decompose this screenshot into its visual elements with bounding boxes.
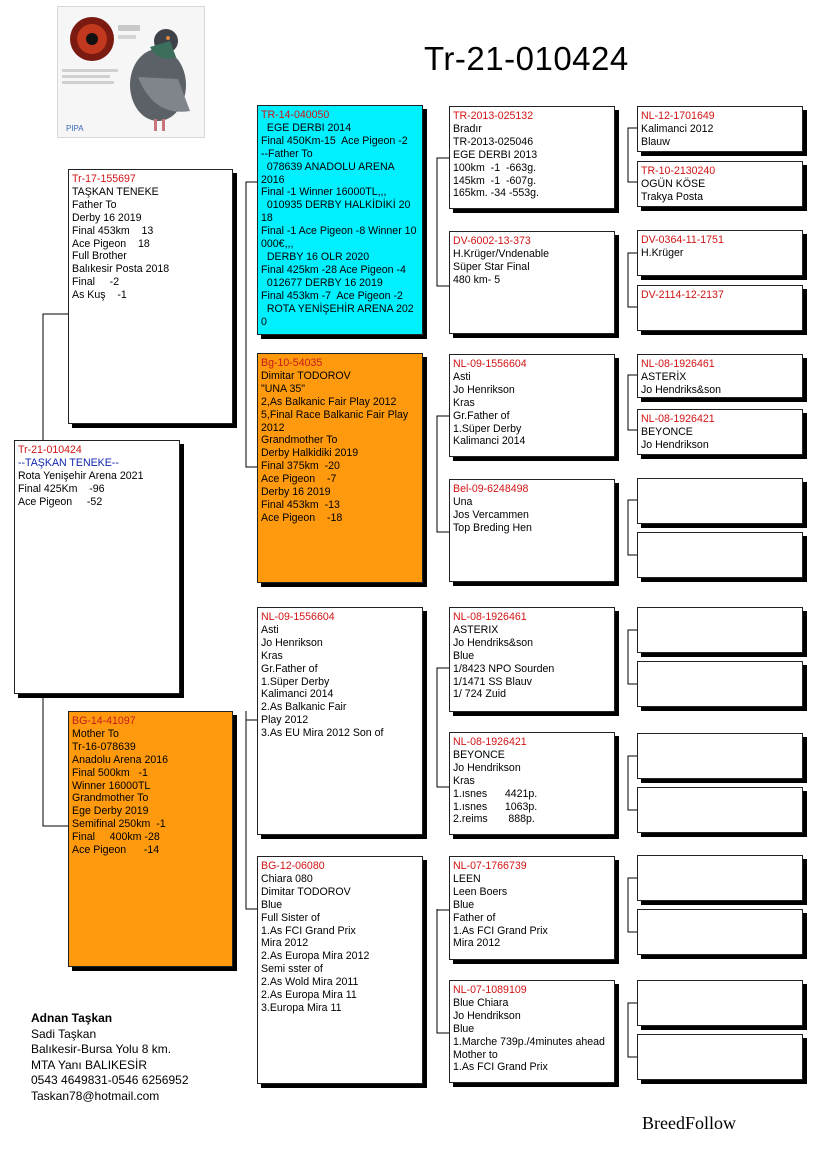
ancestor-line: Kalimanci 2014 <box>453 435 526 448</box>
sire-dam-line: "UNA 35" <box>261 382 306 395</box>
dam-line: Mother To <box>72 727 119 740</box>
dam-line: Anadolu Arena 2016 <box>72 753 169 766</box>
ancestor-card-g4[interactable] <box>637 409 803 455</box>
sire-line: Ace Pigeon 18 <box>72 237 150 250</box>
ancestor-ring: DV-0364-11-1751 <box>641 234 724 246</box>
sire-dam-card[interactable] <box>257 353 423 583</box>
ancestor-line: Mira 2012 <box>453 937 501 950</box>
subject-line: Rota Yenişehir Arena 2021 <box>18 469 144 482</box>
ancestor-line: 480 km- 5 <box>453 273 501 286</box>
ancestor-card-g4-empty[interactable] <box>637 478 803 524</box>
owner-line: MTA Yanı BALIKESİR <box>31 1057 148 1072</box>
sire-sire-line: Final -1 Winner 16000TL,,, <box>261 186 387 199</box>
ancestor-line: Leen Boers <box>453 885 508 898</box>
ancestor-line: Blue <box>453 649 475 662</box>
ancestor-card-g4-empty[interactable] <box>637 855 803 901</box>
owner-line: Balıkesir-Bursa Yolu 8 km. <box>31 1042 172 1056</box>
sire-ring: Tr-17-155697 <box>72 173 136 185</box>
ancestor-line: Blue <box>453 898 475 911</box>
ancestor-line: 1.As FCI Grand Prix <box>453 1061 548 1074</box>
ancestor-line: 1/8423 NPO Sourden <box>453 662 555 675</box>
dam-sire-line: Jo Henrikson <box>261 636 323 649</box>
dam-dam-line: Mira 2012 <box>261 937 309 950</box>
owner-email[interactable]: Taskan78@hotmail.com <box>31 1088 160 1103</box>
ancestor-ring: NL-07-1766739 <box>453 860 527 872</box>
dam-dam-line: 2.As Europa Mira 11 <box>261 989 357 1002</box>
ancestor-card-g4-empty[interactable] <box>637 532 803 578</box>
sire-sire-ring: TR-14-040050 <box>261 109 330 121</box>
owner-phone: 0543 4649831-0546 6256952 <box>31 1073 189 1087</box>
owner-line: Sadi Taşkan <box>31 1026 97 1041</box>
ancestor-ring: NL-08-1926461 <box>641 358 715 370</box>
dam-dam-line: 1.As FCI Grand Prix <box>261 924 356 937</box>
dam-sire-line: 2.As Balkanic Fair <box>261 701 347 714</box>
dam-line: Grandmother To <box>72 792 149 805</box>
sire-sire-line: --Father To <box>261 147 313 160</box>
dam-dam-line: 2.As Europa Mira 2012 <box>261 950 370 963</box>
sire-line: Father To <box>72 198 117 211</box>
ancestor-card-g4[interactable] <box>637 230 803 276</box>
ancestor-line: Jo Hendrikson <box>453 761 521 774</box>
dam-line: Tr-16-078639 <box>72 740 136 753</box>
dam-line: Ege Derby 2019 <box>72 805 149 818</box>
dam-sire-line: Kalimanci 2014 <box>261 688 334 701</box>
ancestor-line: Jo Henrikson <box>453 383 515 396</box>
dam-line: Semifinal 250km -1 <box>72 818 166 831</box>
dam-sire-line: Kras <box>261 649 283 662</box>
dam-dam-line: Semi sster of <box>261 963 323 976</box>
ancestor-line: BEYONCE <box>641 425 693 438</box>
ancestor-card-g4-empty[interactable] <box>637 909 803 955</box>
sire-line: TAŞKAN TENEKE <box>72 185 159 198</box>
sire-dam-line: 5,Final Race Balkanic Fair Play <box>261 408 409 421</box>
dam-dam-line: Chiara 080 <box>261 872 313 885</box>
sire-sire-line: DERBY 16 OLR 2020 <box>261 250 370 263</box>
ancestor-line: 1.ısnes 4421p. <box>453 787 538 800</box>
sire-sire-line: 010935 DERBY HALKİDİKİ 20 <box>261 199 411 212</box>
ancestor-card-g4[interactable] <box>637 106 803 152</box>
subject-card[interactable] <box>14 440 180 694</box>
ancestor-line: ASTERIX <box>453 623 499 636</box>
dam-line: Ace Pigeon -14 <box>72 844 160 857</box>
ancestor-line: Una <box>453 495 473 508</box>
ancestor-ring: DV-2114-12-2137 <box>641 289 724 301</box>
svg-text:PIPA: PIPA <box>66 124 84 133</box>
ancestor-line: H.Krüger/Vndenable <box>453 247 549 260</box>
sire-sire-line: ROTA YENİŞEHİR ARENA 202 <box>261 302 414 315</box>
ancestor-ring: NL-07-1089109 <box>453 984 527 996</box>
sire-sire-line: 18 <box>261 212 273 225</box>
ancestor-line: BEYONCE <box>453 748 505 761</box>
ancestor-line: Top Breding Hen <box>453 521 532 534</box>
sire-line: Final 453km 13 <box>72 224 154 237</box>
ancestor-card-g4[interactable] <box>637 161 803 207</box>
ancestor-line: Trakya Posta <box>641 190 704 203</box>
ancestor-line: Blue Chiara <box>453 996 509 1009</box>
ancestor-ring: NL-12-1701649 <box>641 110 715 122</box>
ancestor-line: Blauw <box>641 135 670 148</box>
ancestor-line: LEEN <box>453 872 481 885</box>
sire-sire-line: 2016 <box>261 173 285 186</box>
subject-line: Ace Pigeon -52 <box>18 495 103 508</box>
ancestor-line: Blue <box>453 1022 475 1035</box>
dam-sire-line: 3.As EU Mira 2012 Son of <box>261 727 384 740</box>
subject-name: --TAŞKAN TENEKE-- <box>18 456 119 469</box>
sire-dam-line: Grandmother To <box>261 434 338 447</box>
ancestor-card-g4[interactable] <box>637 354 803 398</box>
dam-sire-line: Asti <box>261 623 279 636</box>
sire-dam-line: Ace Pigeon -18 <box>261 511 343 524</box>
dam-sire-line: Play 2012 <box>261 714 309 727</box>
ancestor-line: Mother to <box>453 1048 498 1061</box>
sire-sire-line: 012677 DERBY 16 2019 <box>261 276 383 289</box>
ancestor-line: 1.As FCI Grand Prix <box>453 924 548 937</box>
sire-dam-line: Ace Pigeon -7 <box>261 473 337 486</box>
dam-sire-line: 1.Süper Derby <box>261 675 330 688</box>
dam-sire-ring: NL-09-1556604 <box>261 611 335 623</box>
sire-sire-line: 000€,,, <box>261 238 294 251</box>
dam-line: Winner 16000TL <box>72 779 151 792</box>
sire-sire-line: 078639 ANADOLU ARENA <box>261 160 395 173</box>
sire-dam-line: 2,As Balkanic Fair Play 2012 <box>261 395 397 408</box>
ancestor-line: Jo Hendrikson <box>641 438 709 451</box>
dam-dam-line: 2.As Wold Mira 2011 <box>261 976 359 989</box>
great-grandparent-card[interactable] <box>449 732 615 835</box>
sire-dam-line: Final 375km -20 <box>261 460 340 473</box>
owner-contact-block <box>31 1011 189 1104</box>
great-grandparent-card[interactable] <box>449 354 615 457</box>
great-grandparent-card[interactable] <box>449 231 615 334</box>
ancestor-line: Kras <box>453 774 475 787</box>
ancestor-card-g4-empty[interactable] <box>637 661 803 707</box>
ancestor-line: Jo Hendriks&son <box>641 383 722 396</box>
sire-line: As Kuş -1 <box>72 289 127 302</box>
ancestor-ring: TR-10-2130240 <box>641 165 716 177</box>
pedigree-title: Tr-21-010424 <box>424 40 629 77</box>
ancestor-ring: NL-08-1926421 <box>641 413 715 425</box>
sire-dam-line: 2012 <box>261 421 285 434</box>
ancestor-line: 100km -1 -663g. <box>453 161 537 174</box>
ancestor-line: EGE DERBI 2013 <box>453 148 538 161</box>
ancestor-card-g4-empty[interactable] <box>637 733 803 779</box>
dam-sire-line: Gr.Father of <box>261 662 318 675</box>
subject-line: Final 425Km -96 <box>18 482 105 495</box>
dam-card[interactable] <box>68 711 233 967</box>
ancestor-line: Bradır <box>453 122 482 135</box>
ancestor-ring: TR-2013-025132 <box>453 110 534 122</box>
great-grandparent-card[interactable] <box>449 607 615 712</box>
dam-dam-line: Dimitar TODOROV <box>261 885 351 898</box>
dam-dam-line: 3.Europa Mira 11 <box>261 1001 342 1014</box>
sire-dam-line: Dimitar TODOROV <box>261 369 351 382</box>
ancestor-line: OGÜN KÖSE <box>641 177 706 190</box>
sire-dam-line: Derby 16 2019 <box>261 486 331 499</box>
sire-line: Balıkesir Posta 2018 <box>72 263 170 276</box>
ancestor-line: 1/1471 SS Blauv <box>453 675 532 688</box>
ancestor-card-g4-empty[interactable] <box>637 607 803 653</box>
sire-sire-line: 0 <box>261 315 267 328</box>
ancestor-line: Jo Hendrikson <box>453 1009 521 1022</box>
ancestor-card-g4-empty[interactable] <box>637 980 803 1026</box>
sire-line: Full Brother <box>72 250 127 263</box>
dam-ring: BG-14-41097 <box>72 715 136 727</box>
sire-sire-line: Final 425km -28 Ace Pigeon -4 <box>261 263 406 276</box>
ancestor-line: 1/ 724 Zuid <box>453 688 507 701</box>
ancestor-line: Gr.Father of <box>453 409 510 422</box>
sire-sire-line: Final -1 Ace Pigeon -8 Winner 10 <box>261 225 417 238</box>
ancestor-line: H.Krüger <box>641 246 684 259</box>
sire-card[interactable] <box>68 169 233 424</box>
ancestor-ring: Bel-09-6248498 <box>453 483 529 495</box>
sire-line: Derby 16 2019 <box>72 211 142 224</box>
sire-dam-ring: Bg-10-54035 <box>261 357 323 369</box>
ancestor-card-g4-empty[interactable] <box>637 787 803 833</box>
ancestor-card-g4-empty[interactable] <box>637 1034 803 1080</box>
ancestor-line: 165km. -34 -553g. <box>453 187 539 200</box>
great-grandparent-card[interactable] <box>449 106 615 209</box>
sire-sire-line: Final 453km -7 Ace Pigeon -2 <box>261 289 403 302</box>
dam-dam-line: Full Sister of <box>261 911 320 924</box>
ancestor-line: 145km -1 -607g. <box>453 174 537 187</box>
ancestor-line: Jo Hendriks&son <box>453 636 534 649</box>
sire-sire-card[interactable] <box>257 105 423 335</box>
sire-sire-line: Final 450Km-15 Ace Pigeon -2 <box>261 134 408 147</box>
sire-sire-line: EGE DERBI 2014 <box>261 121 352 134</box>
dam-dam-ring: BG-12-06080 <box>261 860 325 872</box>
great-grandparent-card[interactable] <box>449 980 615 1083</box>
sire-line: Final -2 <box>72 276 120 289</box>
brand-logo-text: BreedFollow <box>642 1113 736 1133</box>
ancestor-ring: NL-08-1926461 <box>453 611 527 623</box>
sire-dam-line: Derby Halkidiki 2019 <box>261 447 359 460</box>
ancestor-line: ASTERİX <box>641 370 687 383</box>
dam-line: Final 500km -1 <box>72 766 148 779</box>
ancestor-line: 1.Marche 739p./4minutes ahead <box>453 1035 605 1048</box>
great-grandparent-card[interactable] <box>449 479 615 582</box>
ancestor-ring: NL-09-1556604 <box>453 358 527 370</box>
owner-name: Adnan Taşkan <box>31 1011 113 1025</box>
ancestor-ring: NL-08-1926421 <box>453 736 527 748</box>
ancestor-line: Kalimanci 2012 <box>641 122 714 135</box>
ancestor-line: 1.ısnes 1063p. <box>453 800 538 813</box>
ancestor-line: Asti <box>453 370 471 383</box>
dam-dam-line: Blue <box>261 898 283 911</box>
ancestor-ring: DV-6002-13-373 <box>453 235 531 247</box>
ancestor-card-g4[interactable] <box>637 285 803 331</box>
subject-ring: Tr-21-010424 <box>18 444 82 456</box>
ancestor-line: Süper Star Final <box>453 260 530 273</box>
dam-sire-card[interactable] <box>257 607 423 835</box>
ancestor-line: TR-2013-025046 <box>453 135 534 148</box>
sire-dam-line: Final 453km -13 <box>261 498 340 511</box>
ancestor-line: Father of <box>453 911 496 924</box>
ancestor-line: 2.reims 888p. <box>453 813 535 826</box>
ancestor-line: 1.Süper Derby <box>453 422 522 435</box>
dam-dam-card[interactable] <box>257 856 423 1084</box>
dam-line: Final 400km -28 <box>72 831 160 844</box>
great-grandparent-card[interactable] <box>449 856 615 960</box>
ancestor-line: Kras <box>453 396 475 409</box>
ancestor-line: Jos Vercammen <box>453 508 529 521</box>
